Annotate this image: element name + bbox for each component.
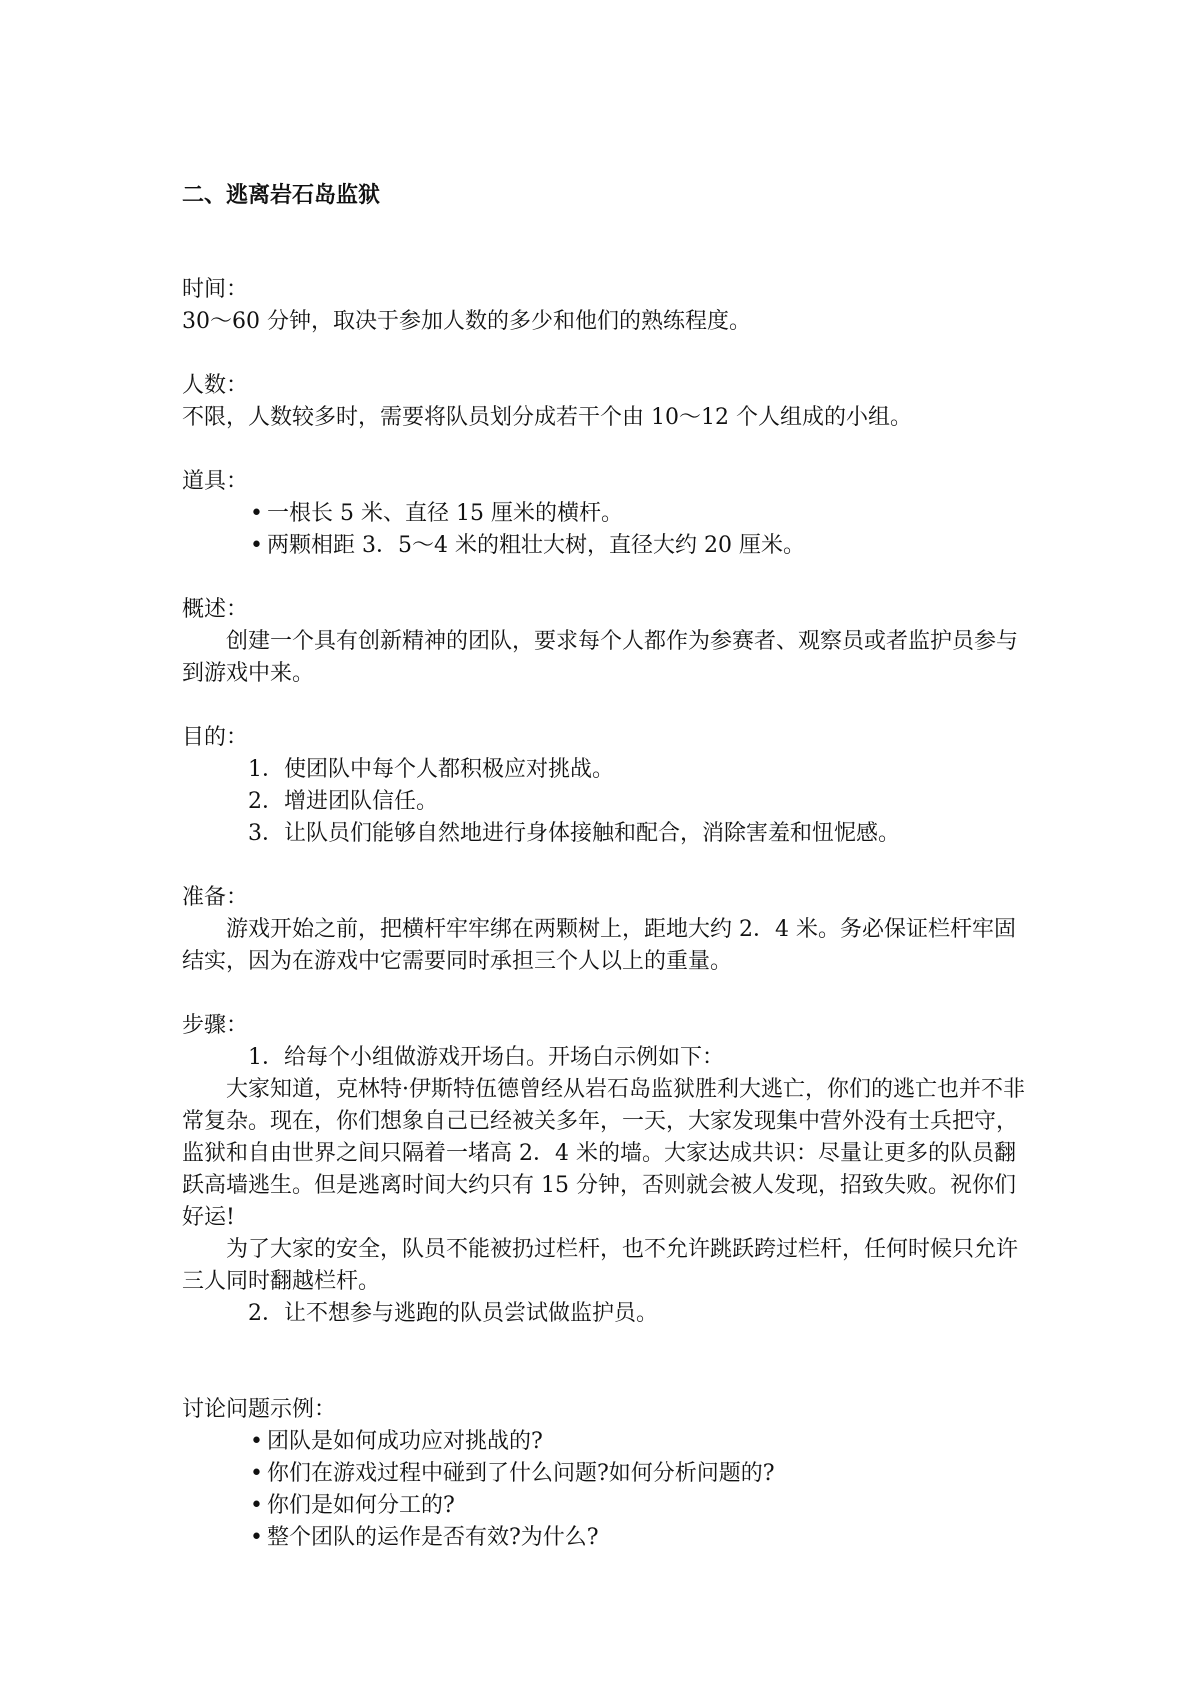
time-text: 30～60 分钟，取决于参加人数的多少和他们的熟练程度。 bbox=[182, 309, 751, 334]
section-steps bbox=[182, 1010, 1032, 1330]
overview-label: 概述： bbox=[182, 597, 249, 622]
purpose-item: 3．让队员们能够自然地进行身体接触和配合，消除害羞和忸怩感。 bbox=[248, 821, 900, 846]
section-purpose bbox=[182, 722, 1032, 850]
time-label: 时间： bbox=[182, 277, 249, 302]
preparation-text: 游戏开始之前，把横杆牢牢绑在两颗树上，距地大约 2．4 米。务必保证栏杆牢固结实，因为在游戏中它需要同时承担三个人以上的重量。 bbox=[182, 917, 1016, 974]
preparation-label: 准备： bbox=[182, 885, 249, 910]
document-title: 二、逃离岩石岛监狱 bbox=[182, 183, 381, 208]
section-overview bbox=[182, 594, 1032, 690]
step-1-safety-paragraph: 为了大家的安全，队员不能被扔过栏杆，也不允许跳跃跨过栏杆，任何时候只允许三人同时翻越栏杆。 bbox=[182, 1237, 1019, 1294]
discussion-item: • 你们是如何分工的? bbox=[182, 1490, 1032, 1522]
props-item: • 两颗相距 3．5～4 米的粗壮大树，直径大约 20 厘米。 bbox=[182, 530, 1032, 562]
steps-label: 步骤： bbox=[182, 1013, 249, 1038]
props-item: • 一根长 5 米、直径 15 厘米的横杆。 bbox=[182, 498, 1032, 530]
discussion-label: 讨论问题示例： bbox=[182, 1397, 337, 1422]
step-2: 2．让不想参与逃跑的队员尝试做监护员。 bbox=[248, 1301, 658, 1326]
purpose-item: 1．使团队中每个人都积极应对挑战。 bbox=[248, 757, 614, 782]
purpose-label: 目的： bbox=[182, 725, 249, 750]
overview-text: 创建一个具有创新精神的团队，要求每个人都作为参赛者、观察员或者监护员参与到游戏中来。 bbox=[182, 629, 1019, 686]
discussion-item: • 整个团队的运作是否有效?为什么? bbox=[182, 1522, 1032, 1554]
props-label: 道具： bbox=[182, 469, 249, 494]
purpose-item: 2．增进团队信任。 bbox=[248, 789, 438, 814]
step-1-intro-paragraph: 大家知道，克林特·伊斯特伍德曾经从岩石岛监狱胜利大逃亡，你们的逃亡也并不非常复杂。现在，你们想象自己已经被关多年，一天，大家发现集中营外没有士兵把守，监狱和自由世界之间只隔着一堵高 2．4 米的墙。大家达成共识：尽量让更多的队员翻跃高墙逃生。但是逃离时间大约只有 15 分钟，否则就会被人发现，招致失败。祝你们好运! bbox=[182, 1077, 1025, 1230]
discussion-item: • 你们在游戏过程中碰到了什么问题?如何分析问题的? bbox=[182, 1458, 1032, 1490]
section-people bbox=[182, 370, 1032, 434]
section-props bbox=[182, 466, 1032, 562]
section-time bbox=[182, 274, 1032, 338]
people-text: 不限，人数较多时，需要将队员划分成若干个由 10～12 个人组成的小组。 bbox=[182, 405, 912, 430]
discussion-item: • 团队是如何成功应对挑战的? bbox=[182, 1426, 1032, 1458]
section-discussion bbox=[182, 1394, 1032, 1554]
people-label: 人数： bbox=[182, 373, 249, 398]
section-preparation bbox=[182, 882, 1032, 978]
document-content bbox=[182, 180, 1032, 1554]
step-1: 1．给每个小组做游戏开场白。开场白示例如下： bbox=[248, 1045, 724, 1070]
